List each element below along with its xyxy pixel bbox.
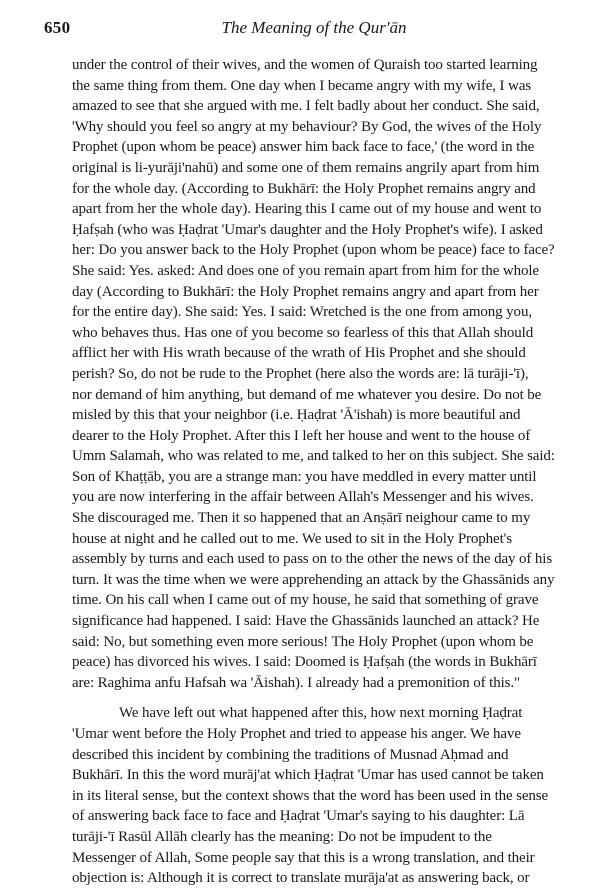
text-line: Bukhārī. In this the word murāj'at which Ḥaḍrat 'Umar has used cannot be taken [72,767,544,784]
text-line: turāji-'ī Rasūl Allāh clearly has the meaning: Do not be impudent to the [72,828,492,845]
text-line: 'Why should you feel so angry at my behaviour? By God, the wives of the Holy [72,118,542,135]
text-line: significance had happened. I said: Have the Ghassānids launched an attack? He [72,613,540,630]
text-line: for the whole day. (According to Bukhārī: the Holy Prophet remains angry and [72,180,536,197]
paragraph-1 [72,55,600,693]
text-line: original is li-yurāji'nahū) and some one of them remains angrily apart from him [72,159,540,176]
paragraph-2 [72,703,600,888]
text-line: the same thing from them. One day when I became angry with my wife, I was [72,77,532,94]
text-line: said: No, but something even more serious! The Holy Prophet (upon whom be [72,633,534,650]
text-line: 'Umar went before the Holy Prophet and tried to appease his anger. We have [72,726,521,742]
text-line: in its literal sense, but the context shows that the word has been used in the sense [72,787,549,804]
body-text [72,55,600,889]
text-line: time. On his call when I came out of my house, he said that something of grave [72,592,539,609]
text-line: amazed to see that she argued with me. I felt badly about her conduct. She said, [72,98,540,115]
text-line: apart from her the whole day). Hearing this I came out of my house and went to [72,201,542,218]
text-line: described this incident by combining the traditions of Musnad Aḥmad and [72,746,509,763]
text-line: who behaves thus. Has one of you become so fearless of this that Allah should [72,324,534,341]
text-line: peace) has divorced his wives. I said: Doomed is Ḥafṣah (the words in Bukhārī [72,654,537,671]
text-line: under the control of their wives, and the women of Quraish too started learning [72,57,538,73]
text-line: Son of Khaṭṭāb, you are a strange man: you have meddled in every matter until [72,468,537,485]
running-title: The Meaning of the Qur'ān [221,18,407,37]
text-line: her: Do you answer back to the Holy Prophet (upon whom be peace) face to face? [72,242,555,259]
text-line: misled by this that your neighbor (i.e. Ḥaḍrat 'Ā'ishah) is more beautiful and [72,407,521,424]
page-number: 650 [44,18,71,37]
text-line: you are now interfering in the affair between Allah's Messenger and his wives. [72,489,534,506]
text-line: afflict her with His wrath because of the wrath of His Prophet and she should [72,345,526,362]
text-line: for the entire day). She said: Yes. I said: Wretched is the one from among you, [72,304,532,321]
text-line: Umm Salamah, who was related to me, and talked to her on this subject. She said: [72,448,555,465]
text-line: are: Raghima anfu Hafsah wa 'Āishah). I already had a premonition of this." [72,674,521,691]
text-line: Ḥafṣah (who was Ḥaḍrat 'Umar's daughter and the Holy Prophet's wife). I asked [72,221,543,238]
text-line: perish? So, do not be rude to the Prophet (here also the words are: lā turāji-'ī), [72,365,529,382]
text-line: house at night and he called out to me. We used to sit in the Holy Prophet's [72,530,512,547]
text-line: nor demand of him anything, but demand of me whatever you desire. Do not be [72,386,542,403]
text-line: dearer to the Holy Prophet. After this I left her house and went to the house of [72,427,531,444]
text-line: of answering back face to face and Ḥaḍrat 'Umar's saying to his daughter: Lā [72,808,525,825]
text-line: She discouraged me. Then it so happened that an Anṣārī neighour came to my [72,510,531,527]
text-line: day (According to Bukhārī: the Holy Prophet remains angry and apart from her [72,283,539,300]
page-header [44,18,584,42]
text-line: turn. It was the time when we were apprehending an attack by the Ghassānids any [72,571,555,588]
text-line: She said: Yes. asked: And does one of you remain apart from him for the whole [72,262,539,279]
text-line: Prophet (upon whom be peace) answer him back face to face,' (the word in the [72,139,535,156]
text-line: assembly by turns and each used to pass on to the other the news of the day of his [72,551,553,568]
text-line: objection is: Although it is correct to translate murāja'at as answering back, or [72,870,530,887]
text-line: We have left out what happened after this, how next morning Ḥaḍrat [119,705,523,722]
text-line: Messenger of Allah, Some people say that this is a wrong translation, and their [72,849,535,866]
